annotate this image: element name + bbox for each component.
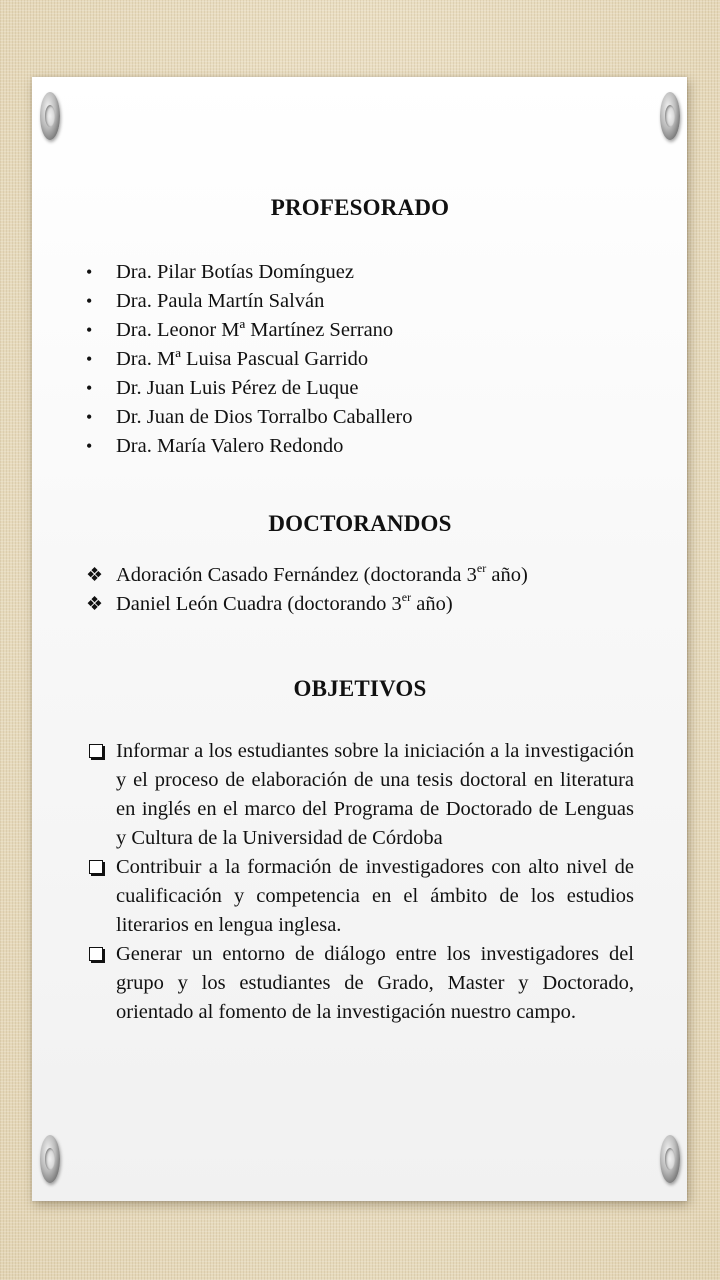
bullet-icon: • — [86, 436, 93, 456]
list-item — [86, 940, 634, 1027]
doctorandos-heading: DOCTORANDOS — [268, 511, 452, 536]
bullet-icon: • — [86, 407, 93, 427]
list-item — [86, 432, 646, 461]
profesor-name: Dr. Juan de Dios Torralbo Caballero — [116, 406, 413, 428]
profesor-name: Dra. Leonor Mª Martínez Serrano — [116, 319, 394, 341]
list-item — [86, 287, 646, 316]
ordinal-suffix: er — [476, 561, 487, 576]
profesorado-heading: PROFESORADO — [270, 195, 450, 220]
objetivo-text: Contribuir a la formación de investigadores con alto nivel de cualificación y competencia en el ámbito de los estudios literarios en lengua inglesa. — [116, 856, 634, 936]
bullet-icon: • — [86, 291, 93, 311]
checkbox-bullet-icon — [89, 860, 103, 874]
doctorando-tail: año) — [486, 564, 528, 586]
doctorandos-list — [86, 561, 646, 619]
bullet-icon: • — [86, 349, 93, 369]
diamond-bullet-icon: ❖ — [86, 594, 104, 615]
profesor-name: Dr. Juan Luis Pérez de Luque — [116, 377, 359, 399]
list-item — [86, 590, 646, 619]
list-item — [86, 316, 646, 345]
objetivo-text: Informar a los estudiantes sobre la iniciación a la investigación y el proceso de elaboración de una tesis doctoral en literatura en inglés en el marco del Programa de Doctorado de Lenguas y Cultura de la Universidad de Córdoba — [116, 740, 634, 849]
profesorado-list — [86, 258, 646, 461]
doctorando-text: Daniel León Cuadra (doctorando 3 — [116, 593, 402, 615]
checkbox-bullet-icon — [89, 947, 103, 961]
ordinal-suffix: er — [401, 590, 412, 605]
grommet-bottom-right-icon — [660, 1135, 680, 1183]
grommet-top-right-icon — [660, 92, 680, 140]
profesor-name: Dra. Pilar Botías Domínguez — [116, 261, 354, 283]
objetivos-heading: OBJETIVOS — [293, 676, 427, 701]
objetivos-list — [86, 737, 634, 1027]
list-item — [86, 853, 634, 940]
diamond-bullet-icon: ❖ — [86, 565, 104, 586]
grommet-top-left-icon — [40, 92, 60, 140]
list-item — [86, 374, 646, 403]
list-item — [86, 345, 646, 374]
list-item — [86, 258, 646, 287]
list-item — [86, 737, 634, 853]
bullet-icon: • — [86, 378, 93, 398]
bullet-icon: • — [86, 262, 93, 282]
profesor-name: Dra. Paula Martín Salván — [116, 290, 325, 312]
list-item — [86, 403, 646, 432]
doctorando-tail: año) — [411, 593, 453, 615]
objetivo-text: Generar un entorno de diálogo entre los investigadores del grupo y los estudiantes de Grado, Master y Doctorado, orientado al fomento de la investigación nuestro campo. — [116, 943, 634, 1023]
profesor-name: Dra. Mª Luisa Pascual Garrido — [116, 348, 369, 370]
paper-sheet — [32, 77, 687, 1201]
profesor-name: Dra. María Valero Redondo — [116, 435, 344, 457]
bullet-icon: • — [86, 320, 93, 340]
doctorando-text: Adoración Casado Fernández (doctoranda 3 — [116, 564, 477, 586]
checkbox-bullet-icon — [89, 744, 103, 758]
grommet-bottom-left-icon — [40, 1135, 60, 1183]
list-item — [86, 561, 646, 590]
